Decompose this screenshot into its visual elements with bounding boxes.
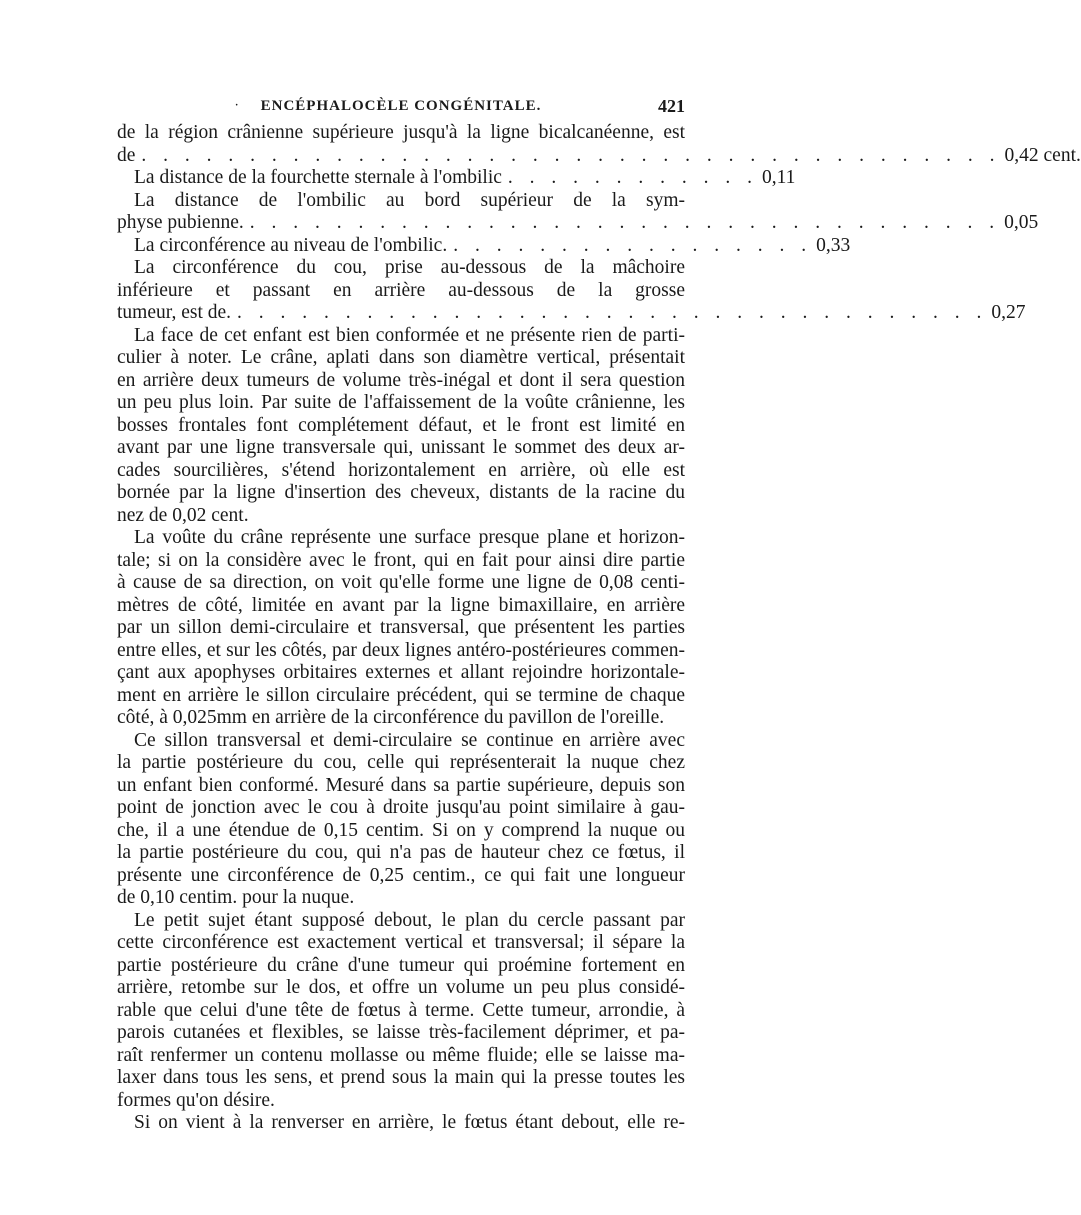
measurement-row — [117, 234, 851, 258]
measurement-label: de — [117, 144, 136, 166]
text-line: Le petit sujet étant supposé debout, le plan du cercle passant par — [134, 909, 685, 931]
text-line: che, il a une étendue de 0,15 centim. Si on y comprend la nuque ou — [117, 819, 685, 841]
measurement-row — [117, 144, 1081, 168]
text-line: Ce sillon transversal et demi-circulaire se continue en arrière avec — [134, 729, 685, 751]
measurement-label: physe pubienne. — [117, 212, 244, 233]
text-line: en arrière deux tumeurs de volume très-inégal et dont il sera question — [117, 369, 685, 391]
text-line: nez de 0,02 cent. — [117, 504, 249, 526]
text-line: présente une circonférence de 0,25 centim., ce qui fait une longueur — [117, 864, 685, 886]
text-line: cades sourcilières, s'étend horizontalement en arrière, où elle est — [117, 459, 685, 481]
text-line: tale; si on la considère avec le front, qui en fait pour ainsi dire partie — [117, 549, 685, 571]
running-title: ENCÉPHALOCÈLE CONGÉNITALE. — [260, 98, 542, 114]
text-line: bornée par la ligne d'insertion des cheveux, distants de la racine du — [117, 482, 685, 503]
dot-leader: . . . . . . . . . . . . . . . . . . . . . . . . . . . . . . . . . . . — [237, 302, 988, 323]
dot-leader: . . . . . . . . . . . . — [507, 167, 759, 188]
text-line: à cause de sa direction, on voit qu'elle forme une ligne de 0,08 centi- — [117, 572, 685, 593]
text-line: de la région crânienne supérieure jusqu'à la ligne bicalcanéenne, est — [117, 122, 685, 143]
measurement-value: 0,27 — [991, 302, 1026, 323]
measurement-label: tumeur, est de. — [117, 302, 232, 323]
running-header — [117, 96, 685, 122]
text-line: la partie postérieure du cou, celle qui représenterait la nuque chez — [117, 752, 685, 773]
measurement-value: 0,11 — [762, 167, 796, 188]
text-line: ment en arrière le sillon circulaire précédent, qui se termine de chaque — [117, 684, 685, 706]
text-line: un peu plus loin. Par suite de l'affaissement de la voûte crânienne, les — [117, 392, 685, 413]
text-line: entre elles, et sur les côtés, par deux lignes antéro-postérieures commen- — [117, 639, 685, 661]
text-line: La voûte du crâne représente une surface presque plane et horizon- — [134, 527, 685, 548]
text-line: bosses frontales font complétement défaut, et le front est limité en — [117, 414, 685, 436]
text-line: Si on vient à la renverser en arrière, le fœtus étant debout, elle re- — [134, 1112, 685, 1133]
measurement-value: 0,33 — [816, 234, 851, 256]
dot-leader: . . . . . . . . . . . . . . . . . — [453, 234, 813, 256]
text-line: parois cutanées et flexibles, se laisse très-facilement déprimer, et pa- — [117, 1022, 685, 1043]
text-line: point de jonction avec le cou à droite jusqu'au point similaire à gau- — [117, 797, 685, 818]
measurement-label: La distance de la fourchette sternale à l'ombilic — [134, 167, 502, 188]
text-line: La circonférence du cou, prise au-dessous de la mâchoire — [134, 257, 685, 278]
text-line: culier à noter. Le crâne, aplati dans son diamètre vertical, présentait — [117, 347, 685, 368]
dot-leader: . . . . . . . . . . . . . . . . . . . . . . . . . . . . . . . . . . . . . . . . — [141, 144, 1001, 166]
text-line: par un sillon demi-circulaire et transversal, que présentent les parties — [117, 617, 685, 638]
body-text — [117, 122, 1081, 1135]
measurement-value: 0,42 cent. — [1004, 144, 1081, 166]
page-number: 421 — [658, 96, 685, 116]
measurement-row — [117, 167, 796, 190]
text-line: laxer dans tous les sens, et prend sous la main qui la presse toutes les — [117, 1067, 685, 1088]
measurement-label: La circonférence au niveau de l'ombilic. — [134, 234, 448, 256]
header-dot: · — [235, 100, 240, 111]
text-line: formes qu'on désire. — [117, 1089, 275, 1111]
text-line: de 0,10 centim. pour la nuque. — [117, 887, 355, 908]
text-line: avant par une ligne transversale qui, unissant le sommet des deux ar- — [117, 437, 685, 458]
text-line: arrière, retombe sur le dos, et offre un volume un peu plus considé- — [117, 977, 685, 998]
text-line: La face de cet enfant est bien conformée et ne présente rien de parti- — [134, 324, 685, 346]
text-line: partie postérieure du crâne d'une tumeur qui proémine fortement en — [117, 954, 685, 976]
measurement-row — [117, 212, 1039, 235]
measurement-value: 0,05 — [1004, 212, 1039, 233]
dot-leader: . . . . . . . . . . . . . . . . . . . . . . . . . . . . . . . . . . . — [249, 212, 1001, 233]
text-line: inférieure et passant en arrière au-dessous de la grosse — [117, 279, 685, 301]
text-line: rable que celui d'une tête de fœtus à terme. Cette tumeur, arrondie, à — [117, 999, 685, 1021]
text-line: raît renfermer un contenu mollasse ou même fluide; elle se laisse ma- — [117, 1044, 685, 1066]
text-line: la partie postérieure du cou, qui n'a pas de hauteur chez ce fœtus, il — [117, 842, 685, 863]
text-line: La distance de l'ombilic au bord supérieur de la sym- — [134, 189, 685, 211]
measurement-row — [117, 302, 1026, 325]
text-line: çant aux apophyses orbitaires externes et allant rejoindre horizontale- — [117, 662, 685, 683]
text-line: cette circonférence est exactement vertical et transversal; il sépare la — [117, 932, 685, 953]
page — [117, 96, 1081, 1135]
text-line: mètres de côté, limitée en avant par la ligne bimaxillaire, en arrière — [117, 594, 685, 616]
text-line: un enfant bien conformé. Mesuré dans sa partie supérieure, depuis son — [117, 774, 685, 796]
text-line: côté, à 0,025mm en arrière de la circonférence du pavillon de l'oreille. — [117, 707, 665, 728]
